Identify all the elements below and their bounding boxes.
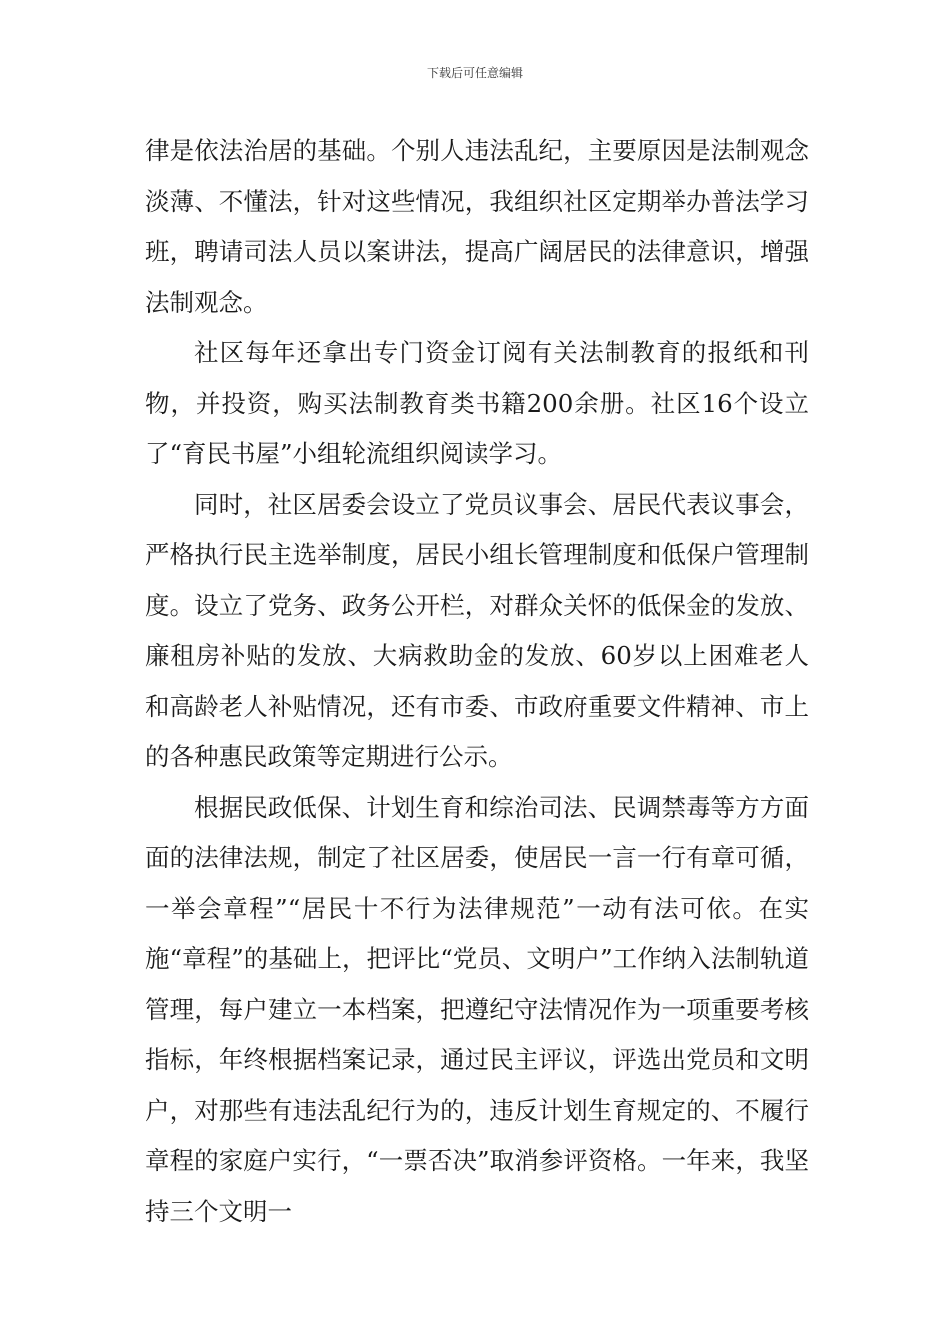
page-header: 下载后可任意编辑 [426, 66, 523, 80]
paragraph-3: 同时，社区居委会设立了党员议事会、居民代表议事会，严格执行民主选举制度，居民小组长管理制度和低保户管理制度。设立了党务、政务公开栏，对群众关怀的低保金的发放、廉租房补贴的发放、大病救助金的发放、60岁以上困难老人和高龄老人补贴情况，还有市委、市政府重要文件精神、市上的各种惠民政策等定期进行公示。 [145, 489, 809, 771]
paragraph-1: 律是依法治居的基础。个别人违法乱纪，主要原因是法制观念淡薄、不懂法，针对这些情况，我组织社区定期举办普法学习班，聘请司法人员以案讲法，提高广阔居民的法律意识，增强法制观念。 [145, 136, 809, 317]
paragraph-2: 社区每年还拿出专门资金订阅有关法制教育的报纸和刊物，并投资，购买法制教育类书籍200余册。社区16个设立了“育民书屋”小组轮流组织阅读学习。 [145, 338, 809, 468]
document-body [145, 126, 809, 1237]
paragraph-4: 根据民政低保、计划生育和综治司法、民调禁毒等方方面面的法律法规，制定了社区居委，使居民一言一行有章可循，一举会章程”“居民十不行为法律规范”一动有法可依。在实施“章程”的基础上，把评比“党员、文明户”工作纳入法制轨道管理，每户建立一本档案，把遵纪守法情况作为一项重要考核指标，年终根据档案记录，通过民主评议，评选出党员和文明户，对那些有违法乱纪行为的，违反计划生育规定的、不履行章程的家庭户实行，“一票否决”取消参评资格。一年来，我坚持三个文明一 [145, 792, 809, 1226]
